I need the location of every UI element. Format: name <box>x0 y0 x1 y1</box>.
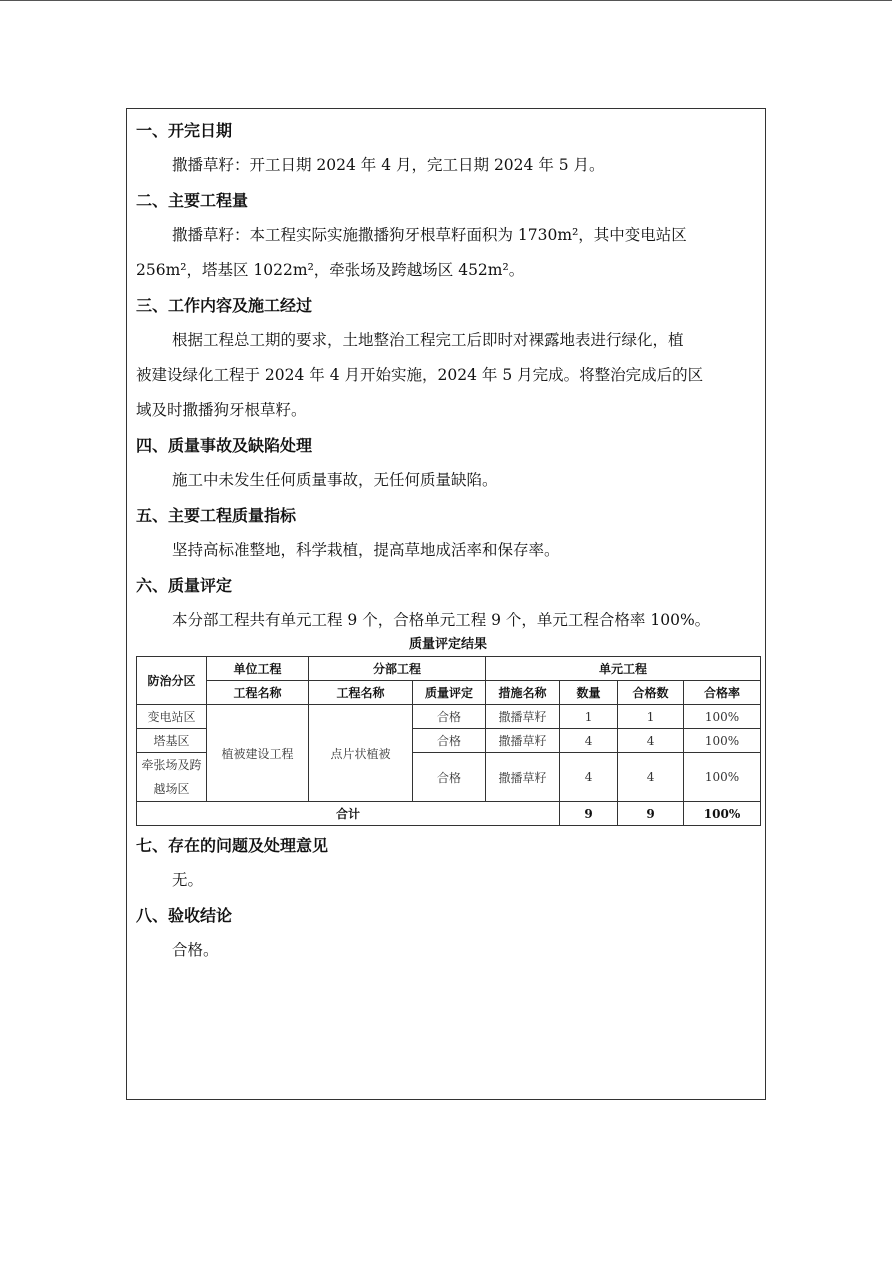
cell-total-label: 合计 <box>137 802 560 826</box>
table-title: 质量评定结果 <box>408 637 487 652</box>
body-line: 域及时撒播狗牙根草籽。 <box>136 401 307 419</box>
section-heading-6: 六、质量评定 <box>136 576 233 595</box>
after-table <box>136 828 760 968</box>
cell-zone: 塔基区 <box>137 729 207 753</box>
cell-total-qualified: 9 <box>618 802 684 826</box>
header-quality: 质量评定 <box>413 681 486 705</box>
section-heading-7: 七、存在的问题及处理意见 <box>136 836 329 855</box>
body-line: 坚持高标准整地，科学栽植，提高草地成活率和保存率。 <box>172 541 560 559</box>
document-content <box>136 113 760 968</box>
body-line: 被建设绿化工程于 2024 年 4 月开始实施，2024 年 5 月完成。将整治完成后的区 <box>136 366 704 384</box>
section-heading-4: 四、质量事故及缺陷处理 <box>136 436 313 455</box>
section-body-4 <box>136 463 760 498</box>
section-body-2 <box>136 218 760 288</box>
body-line: 撒播草籽：本工程实际实施撒播狗牙根草籽面积为 1730m²，其中变电站区 <box>172 226 687 244</box>
quality-result-table <box>136 656 761 826</box>
cell-zone <box>137 753 207 802</box>
header-sub-project: 分部工程 <box>309 657 486 681</box>
table-row <box>137 705 761 729</box>
table-subheader-row <box>137 681 761 705</box>
cell-count: 1 <box>560 705 618 729</box>
table-header-row <box>137 657 761 681</box>
header-count: 数量 <box>560 681 618 705</box>
section-body-5 <box>136 533 760 568</box>
cell-count: 4 <box>560 753 618 802</box>
cell-measure: 撒播草籽 <box>486 729 560 753</box>
body-line: 施工中未发生任何质量事故，无任何质量缺陷。 <box>172 471 498 489</box>
cell-count: 4 <box>560 729 618 753</box>
top-rule <box>0 0 892 1</box>
cell-zone-line: 牵张场及跨 <box>141 758 202 772</box>
header-element-project: 单元工程 <box>486 657 761 681</box>
header-qualified: 合格数 <box>618 681 684 705</box>
section-body-3 <box>136 323 760 428</box>
cell-unit-name: 植被建设工程 <box>207 705 309 802</box>
cell-rate: 100% <box>684 753 761 802</box>
cell-qualified: 4 <box>618 729 684 753</box>
body-line: 撒播草籽：开工日期 2024 年 4 月，完工日期 2024 年 5 月。 <box>172 156 605 174</box>
cell-measure: 撒播草籽 <box>486 705 560 729</box>
section-body-8 <box>136 933 760 968</box>
cell-quality: 合格 <box>413 753 486 802</box>
header-measure: 措施名称 <box>486 681 560 705</box>
section-body-6 <box>136 603 760 638</box>
header-sub-name: 工程名称 <box>309 681 413 705</box>
cell-quality: 合格 <box>413 705 486 729</box>
section-heading-8: 八、验收结论 <box>136 906 233 925</box>
body-line: 无。 <box>172 871 204 889</box>
cell-rate: 100% <box>684 705 761 729</box>
body-line: 256m²，塔基区 1022m²，牵张场及跨越场区 452m²。 <box>136 261 525 279</box>
header-zone: 防治分区 <box>137 657 207 705</box>
document-frame <box>126 108 766 1100</box>
header-unit-project: 单位工程 <box>207 657 309 681</box>
section-body-1 <box>136 148 760 183</box>
cell-qualified: 1 <box>618 705 684 729</box>
section-body-7 <box>136 863 760 898</box>
cell-zone-line: 越场区 <box>153 782 190 796</box>
cell-rate: 100% <box>684 729 761 753</box>
section-heading-3: 三、工作内容及施工经过 <box>136 296 313 315</box>
cell-total-count: 9 <box>560 802 618 826</box>
body-line: 根据工程总工期的要求，土地整治工程完工后即时对裸露地表进行绿化，植 <box>172 331 684 349</box>
cell-quality: 合格 <box>413 729 486 753</box>
table-total-row <box>137 802 761 826</box>
cell-zone: 变电站区 <box>137 705 207 729</box>
body-line: 合格。 <box>172 941 219 959</box>
header-rate: 合格率 <box>684 681 761 705</box>
cell-total-rate: 100% <box>684 802 761 826</box>
cell-sub-name: 点片状植被 <box>309 705 413 802</box>
cell-qualified: 4 <box>618 753 684 802</box>
section-heading-1: 一、开完日期 <box>136 121 233 140</box>
cell-measure: 撒播草籽 <box>486 753 560 802</box>
body-line: 本分部工程共有单元工程 9 个，合格单元工程 9 个，单元工程合格率 100%。 <box>172 611 711 629</box>
header-unit-name: 工程名称 <box>207 681 309 705</box>
section-heading-2: 二、主要工程量 <box>136 191 249 210</box>
section-heading-5: 五、主要工程质量指标 <box>136 506 297 525</box>
